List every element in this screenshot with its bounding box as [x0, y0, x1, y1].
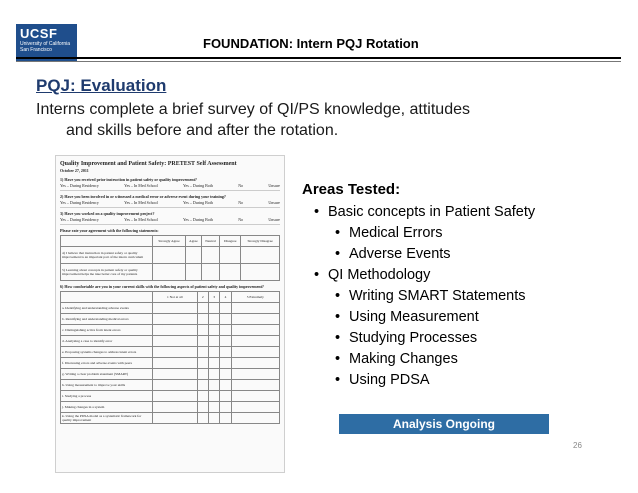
table-cell [152, 391, 197, 402]
table-row [61, 369, 280, 380]
table-cell [241, 264, 280, 281]
table-cell [197, 325, 208, 336]
table-cell [197, 413, 208, 424]
table-cell [197, 358, 208, 369]
logo-name: UCSF [20, 26, 58, 41]
table-cell [208, 413, 219, 424]
table-row [61, 303, 280, 314]
table-row [61, 336, 280, 347]
table-row-label: b. Identifying and understanding medical errors [61, 314, 153, 325]
list-subitem: • Making Changes [335, 349, 535, 370]
option: Unsure [268, 217, 280, 222]
comfort-table [60, 291, 280, 424]
table-cell [186, 264, 202, 281]
table-cell [231, 336, 279, 347]
table-cell [152, 380, 197, 391]
table-cell [152, 413, 197, 424]
comfort-table-body [61, 303, 280, 424]
table-cell [231, 380, 279, 391]
survey-options-3 [60, 217, 280, 225]
table-cell [231, 402, 279, 413]
table-header-cell: Neutral [201, 236, 219, 247]
table-row [61, 391, 280, 402]
table-row [61, 247, 280, 264]
option: Yes – During Residency [60, 183, 99, 188]
table-cell [208, 380, 219, 391]
header-divider-thin [16, 61, 621, 62]
intro-text [36, 99, 596, 141]
table-cell [208, 336, 219, 347]
table-cell [197, 314, 208, 325]
table-row-label: i. Studying a process [61, 391, 153, 402]
table-cell [152, 336, 197, 347]
table-header-cell: 5 Extremely [231, 292, 279, 303]
list-subitem: • Adverse Events [335, 244, 535, 265]
table-cell [208, 347, 219, 358]
table-cell [197, 380, 208, 391]
table-cell [208, 314, 219, 325]
table-row [61, 380, 280, 391]
table-row [61, 413, 280, 424]
table-row-label: g. Writing a clear problem statement (SMART) [61, 369, 153, 380]
option: Yes – During Both [183, 200, 213, 205]
survey-agree-prompt: Please rate your agreement with the following statements: [60, 228, 159, 233]
table-header-row [61, 292, 280, 303]
areas-tested-title: Areas Tested: [302, 181, 401, 198]
table-cell [201, 247, 219, 264]
table-cell [231, 314, 279, 325]
table-row [61, 264, 280, 281]
table-cell [201, 264, 219, 281]
table-cell [231, 391, 279, 402]
table-cell [152, 303, 197, 314]
areas-tested-list [314, 202, 535, 391]
table-cell [152, 247, 185, 264]
table-cell [220, 413, 231, 424]
table-cell [220, 325, 231, 336]
table-cell [231, 369, 279, 380]
option: Unsure [268, 183, 280, 188]
table-row-label: 5) Learning about concepts in patient safety or quality improvement helps me take better care of my patients [61, 264, 153, 281]
table-cell [197, 347, 208, 358]
table-row [61, 402, 280, 413]
header-divider [16, 57, 621, 59]
logo-subtitle: University of California San Francisco [20, 41, 71, 53]
option: Unsure [268, 200, 280, 205]
table-cell [152, 358, 197, 369]
table-cell [220, 358, 231, 369]
list-item: • QI Methodology [314, 265, 535, 286]
table-cell [197, 369, 208, 380]
intro-line-2: and skills before and after the rotation. [66, 122, 339, 139]
table-cell [220, 247, 241, 264]
table-cell [220, 347, 231, 358]
section-heading: PQJ: Evaluation [36, 76, 167, 95]
table-header-cell: Disagree [220, 236, 241, 247]
table-cell [208, 369, 219, 380]
table-cell [241, 247, 280, 264]
table-cell [186, 247, 202, 264]
table-header-cell [61, 236, 153, 247]
option: Yes – In Med School [124, 217, 158, 222]
table-header-cell: 1 Not at all [152, 292, 197, 303]
table-cell [231, 325, 279, 336]
table-cell [152, 402, 197, 413]
table-header-cell: 2 [197, 292, 208, 303]
survey-question-3: 3) Have you worked on a quality improvement project? [60, 211, 155, 216]
table-row-label: h. Using measurement to improve your skills [61, 380, 153, 391]
table-cell [152, 325, 197, 336]
table-row [61, 358, 280, 369]
slide-header-title: FOUNDATION: Intern PQJ Rotation [203, 36, 419, 51]
option: Yes – During Residency [60, 200, 99, 205]
table-row-label: a. Identifying and understanding adverse events [61, 303, 153, 314]
table-header-cell: 4 [220, 292, 231, 303]
table-row [61, 314, 280, 325]
table-cell [220, 336, 231, 347]
option: No [238, 217, 244, 222]
table-row [61, 347, 280, 358]
analysis-status-badge: Analysis Ongoing [339, 414, 549, 434]
table-cell [220, 402, 231, 413]
table-cell [152, 264, 185, 281]
survey-form-image [55, 155, 285, 473]
table-row [61, 325, 280, 336]
table-cell [208, 358, 219, 369]
table-cell [231, 358, 279, 369]
list-subitem: • Medical Errors [335, 223, 535, 244]
option: No [238, 200, 244, 205]
list-item: • Basic concepts in Patient Safety [314, 202, 535, 223]
table-cell [231, 413, 279, 424]
list-subitem: • Studying Processes [335, 328, 535, 349]
table-cell [220, 380, 231, 391]
table-cell [208, 325, 219, 336]
table-row-label: k. Using the PDSA model as a systematic framework for quality improvement [61, 413, 153, 424]
table-cell [208, 402, 219, 413]
table-cell [197, 336, 208, 347]
table-row-label: j. Making changes in a system [61, 402, 153, 413]
agreement-table [60, 235, 280, 281]
table-cell [220, 369, 231, 380]
table-row-label: c. Distinguishing active from latent errors [61, 325, 153, 336]
table-header-cell: 3 [208, 292, 219, 303]
table-cell [220, 391, 231, 402]
option: Yes – In Med School [124, 183, 158, 188]
page-number: 26 [573, 441, 582, 450]
survey-question-1: 1) Have you received prior instruction in patient safety or quality improvement? [60, 177, 197, 182]
option: Yes – During Both [183, 183, 213, 188]
table-cell [231, 303, 279, 314]
table-row-label: f. Discussing errors and adverse events with peers [61, 358, 153, 369]
table-cell [197, 402, 208, 413]
list-subitem: • Using Measurement [335, 307, 535, 328]
option: No [238, 183, 244, 188]
table-cell [152, 369, 197, 380]
survey-options-1 [60, 183, 280, 191]
survey-question-2: 2) Have you been involved in or witnessed a medical error or adverse event during your training? [60, 194, 226, 199]
table-cell [220, 314, 231, 325]
survey-title: Quality Improvement and Patient Safety: PRETEST Self Assessment [60, 161, 237, 167]
table-row-label: d. Analyzing a case to identify error [61, 336, 153, 347]
table-cell [208, 303, 219, 314]
survey-comfort-prompt: 6) How comfortable are you in your current skills with the following aspects of patient safety and quality improvement? [60, 284, 264, 289]
option: Yes – In Med School [124, 200, 158, 205]
table-header-row [61, 236, 280, 247]
table-header-cell: Strongly Disagree [241, 236, 280, 247]
table-cell [220, 264, 241, 281]
list-subitem: • Writing SMART Statements [335, 286, 535, 307]
table-cell [208, 391, 219, 402]
table-header-cell: Agree [186, 236, 202, 247]
table-cell [197, 303, 208, 314]
intro-line-1: Interns complete a brief survey of QI/PS knowledge, attitudes [36, 101, 470, 118]
table-header-cell: Strongly Agree [152, 236, 185, 247]
list-subitem: • Using PDSA [335, 370, 535, 391]
table-cell [220, 303, 231, 314]
table-cell [231, 347, 279, 358]
survey-date: October 27, 2011 [60, 168, 89, 173]
option: Yes – During Both [183, 217, 213, 222]
table-cell [152, 314, 197, 325]
option: Yes – During Residency [60, 217, 99, 222]
table-cell [197, 391, 208, 402]
table-row-label: e. Proposing systems changes to address latent errors [61, 347, 153, 358]
table-header-cell [61, 292, 153, 303]
table-cell [152, 347, 197, 358]
table-row-label: 4) I believe that instruction in patient safety or quality improvement is an important part of the intern curriculum [61, 247, 153, 264]
survey-options-2 [60, 200, 280, 208]
